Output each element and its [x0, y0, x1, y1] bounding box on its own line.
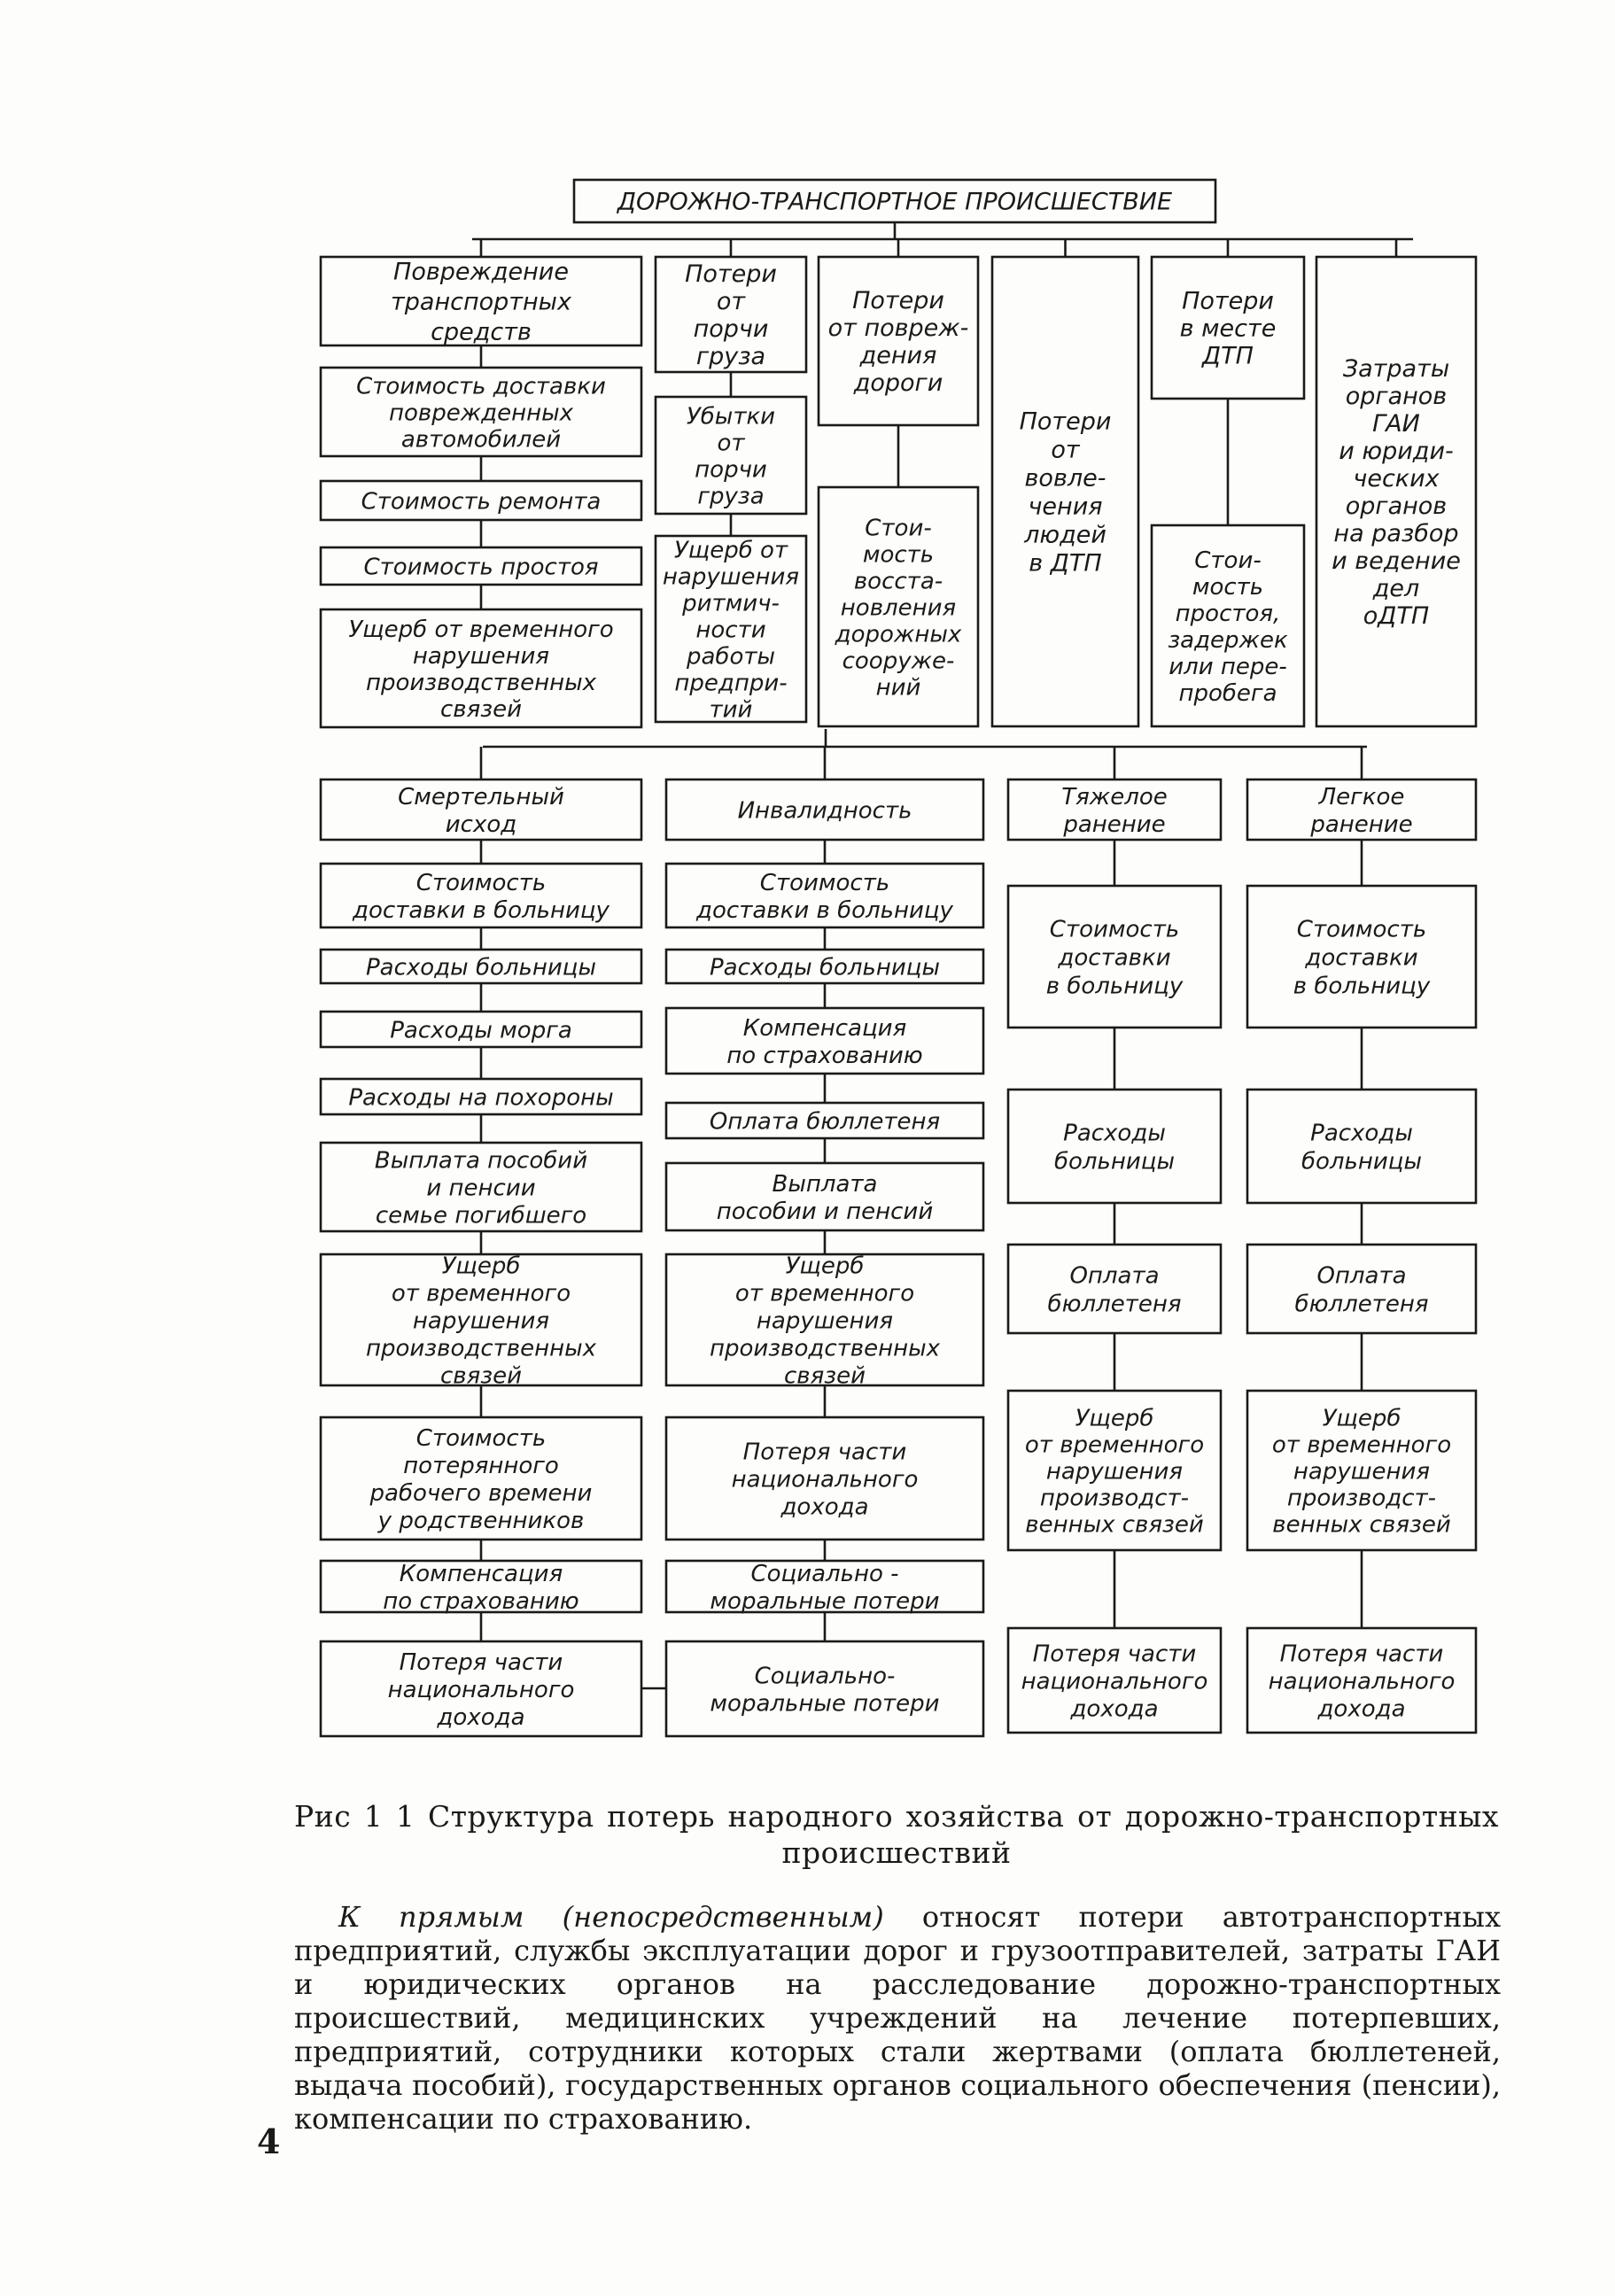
body-paragraph: [294, 1900, 1501, 2136]
top-column-1-item-1: Ущерб от нарушения ритмич-ности работы предпри-тий: [662, 537, 800, 724]
bottom-column-3-item-0: Стоимость доставки в больницу: [1293, 916, 1431, 1000]
root-box: ДОРОЖНО-ТРАНСПОРТНОЕ ПРОИСШЕСТВИЕ: [617, 188, 1173, 216]
bottom-column-3-item-4: Потеря части национального дохода: [1268, 1641, 1456, 1723]
bottom-column-1-item-5: Ущерб от временного нарушения производственных связей: [709, 1253, 941, 1390]
top-column-4-item-0: Стои-мость простоя, задержек или пере-пробега: [1168, 547, 1288, 707]
top-column-1-item-0: Убытки от порчи груза: [686, 403, 776, 510]
bottom-column-0-item-6: Стоимость потерянного рабочего времени у родственников: [369, 1424, 593, 1534]
bottom-column-0-item-5: Ущерб от временного нарушения производственных связей: [365, 1253, 597, 1390]
top-column-0-head: Повреждение транспортных средств: [391, 258, 571, 346]
top-column-0-item-3: Ущерб от временного нарушения производственных связей: [348, 616, 614, 723]
bottom-column-1-item-6: Потеря части национального дохода: [731, 1439, 919, 1521]
bottom-column-0-head: Смертельный исход: [398, 783, 564, 838]
bottom-column-1-item-1: Расходы больницы: [710, 954, 940, 981]
top-column-0-item-2: Стоимость простоя: [363, 554, 599, 581]
top-column-1-head: Потери от порчи груза: [685, 260, 777, 371]
bottom-column-2-item-2: Оплата бюллетеня: [1047, 1262, 1182, 1318]
bottom-column-0-item-2: Расходы морга: [390, 1017, 572, 1044]
top-column-5-head: Затраты органов ГАИ и юриди-ческих органов на разбор и ведение дел оДТП: [1332, 355, 1461, 631]
bottom-column-0-item-3: Расходы на похороны: [348, 1084, 614, 1112]
bottom-column-2-item-0: Стоимость доставки в больницу: [1045, 916, 1184, 1000]
bottom-column-2-head: Тяжелое ранение: [1061, 783, 1168, 838]
top-column-2-item-0: Стои-мость восста-новления дорожных сооруже-ний: [835, 515, 962, 702]
caption-line-2: происшествий: [781, 1835, 1012, 1870]
bottom-column-2-item-1: Расходы больницы: [1053, 1120, 1176, 1175]
figure-caption: [294, 1798, 1499, 1871]
bottom-column-3-item-1: Расходы больницы: [1301, 1120, 1423, 1175]
page-number: 4: [257, 2121, 281, 2161]
body-text: относят потери автотранспортных предприятий, службы эксплуатации дорог и грузоотправителей, затраты ГАИ и юридических органов на расследование дорожно-транспортных происшествий, медицинских учреждений на лечение потерпевших, предприятий, сотрудники которых стали жертвами (оплата бюллетеней, выдача пособий), государственных органов социального обеспечения (пенсии), компенсации по страхованию.: [294, 1900, 1502, 2136]
bottom-column-1-item-8: Социально-моральные потери: [710, 1663, 940, 1718]
bottom-column-1-item-7: Социально -моральные потери: [710, 1560, 940, 1615]
top-column-2-head: Потери от повреж-дения дороги: [827, 287, 969, 398]
bottom-column-2-item-4: Потеря части национального дохода: [1021, 1641, 1208, 1723]
top-column-3-head: Потери от вовле-чения людей в ДТП: [1019, 407, 1112, 578]
top-column-4-head: Потери в месте ДТП: [1179, 287, 1277, 370]
bottom-column-0-item-1: Расходы больницы: [366, 954, 596, 981]
bottom-column-0-item-8: Потеря части национального дохода: [387, 1648, 575, 1731]
bottom-column-3-head: Легкое ранение: [1310, 783, 1413, 838]
bottom-column-0-item-4: Выплата пособий и пенсии семье погибшего: [374, 1147, 588, 1229]
bottom-column-1-item-2: Компенсация по страхованию: [726, 1014, 923, 1069]
bottom-column-3-item-3: Ущерб от временного нарушения производст-венных связей: [1271, 1405, 1452, 1539]
bottom-column-1-item-0: Стоимость доставки в больницу: [696, 869, 953, 924]
bottom-column-1-head: Инвалидность: [737, 797, 912, 825]
caption-line-1: Рис 1 1 Структура потерь народного хозяйства от дорожно-транспортных: [294, 1799, 1499, 1834]
bottom-column-1-item-4: Выплата пособии и пенсий: [716, 1170, 934, 1225]
body-lead: К прямым (непосредственным): [338, 1900, 884, 1934]
top-column-0-item-1: Стоимость ремонта: [361, 488, 602, 516]
top-column-0-item-0: Стоимость доставки поврежденных автомобилей: [356, 373, 606, 454]
bottom-column-0-item-0: Стоимость доставки в больницу: [353, 869, 610, 924]
bottom-column-2-item-3: Ущерб от временного нарушения производст-венных связей: [1024, 1405, 1205, 1539]
bottom-column-1-item-3: Оплата бюллетеня: [709, 1108, 941, 1136]
bottom-column-0-item-7: Компенсация по страхованию: [383, 1560, 579, 1615]
bottom-column-3-item-2: Оплата бюллетеня: [1294, 1262, 1429, 1318]
